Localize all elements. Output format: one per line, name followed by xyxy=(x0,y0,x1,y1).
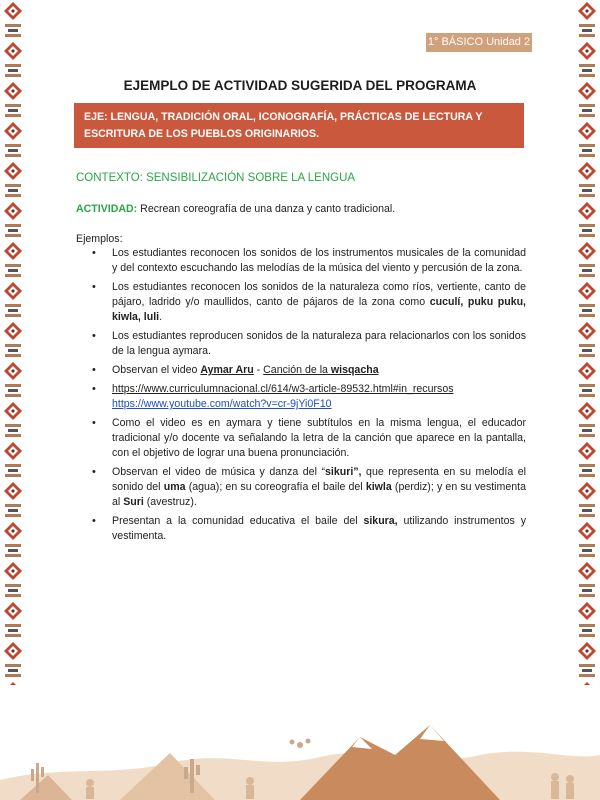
item-bold-text: sikuri”, xyxy=(325,466,362,478)
item-text: Como el video es en aymara y tiene subtítulos en la misma lengua, el educador tradicional y/o docente va señalando la letra de la canción que aparece en la pantalla, con el objetivo de lograr una buena pronunciación. xyxy=(112,417,526,459)
activity-label: ACTIVIDAD: xyxy=(76,203,138,215)
item-bold-text: kiwla xyxy=(365,481,392,493)
youtube-url-link[interactable]: https://www.youtube.com/watch?v=cr-9jYi0F10 xyxy=(112,398,332,410)
list-item xyxy=(76,363,526,378)
grade-unit-badge: 1° BÁSICO Unidad 2 xyxy=(426,33,532,52)
item-text: (avestruz). xyxy=(143,496,197,508)
list-item xyxy=(76,465,526,510)
item-text: . xyxy=(159,311,163,323)
left-decorative-border xyxy=(2,0,24,712)
curriculum-url-link[interactable]: https://www.curriculumnacional.cl/614/w3-article-89532.html#in_recursos xyxy=(112,383,454,395)
item-bold-text: Suri xyxy=(123,496,144,508)
item-text: Los estudiantes reconocen los sonidos de la naturaleza como ríos, vertiente, canto de pájaro, ladrido y/o maullidos, canto de pájaros de la zona como xyxy=(112,281,526,308)
list-item xyxy=(76,382,526,412)
item-text: - xyxy=(253,364,264,376)
item-text: (perdiz); y en su vestimenta al xyxy=(112,481,526,508)
video-link-subtitle[interactable]: Canción de la xyxy=(263,364,331,376)
list-item xyxy=(76,329,526,359)
video-link-title[interactable]: Aymar Aru xyxy=(200,364,254,376)
list-item xyxy=(76,514,526,544)
item-text: Observan el video xyxy=(112,364,201,376)
page-title: EJEMPLO DE ACTIVIDAD SUGERIDA DEL PROGRAMA xyxy=(123,78,477,93)
item-text: utilizando instrumentos y vestimenta. xyxy=(112,515,526,542)
item-text: Presentan a la comunidad educativa el baile del xyxy=(112,515,364,527)
item-text: Observan el video de música y danza del “ xyxy=(112,466,325,478)
activity-text: Recrean coreografía de una danza y canto tradicional. xyxy=(137,203,396,215)
list-item xyxy=(76,280,526,325)
eje-banner: EJE: LENGUA, TRADICIÓN ORAL, ICONOGRAFÍA, PRÁCTICAS DE LECTURA Y ESCRITURA DE LOS PUEBLOS ORIGINARIOS. xyxy=(74,103,524,148)
activity-line xyxy=(76,203,395,215)
footer-landscape-illustration xyxy=(0,685,600,800)
item-bold-text: sikura, xyxy=(363,515,398,527)
item-bold-text: uma xyxy=(163,481,186,493)
item-text: Los estudiantes reconocen los sonidos de los instrumentos musicales de la comunidad y del contexto escuchando las melodías de la música del viento y percusión de la zona. xyxy=(112,247,526,274)
list-item xyxy=(76,246,526,276)
item-text: Los estudiantes reproducen sonidos de la naturaleza para relacionarlos con los sonidos de la lengua aymara. xyxy=(112,330,526,357)
list-item xyxy=(76,416,526,461)
item-text: (agua); en su coreografía el baile del xyxy=(185,481,366,493)
video-link-word[interactable]: wisqacha xyxy=(330,364,379,376)
examples-list xyxy=(76,246,526,548)
context-heading: CONTEXTO: SENSIBILIZACIÓN SOBRE LA LENGUA xyxy=(76,172,356,184)
item-text: que representa en su melodía el sonido del xyxy=(112,466,526,493)
examples-label: Ejemplos: xyxy=(76,233,123,245)
right-decorative-border xyxy=(576,0,598,712)
item-bold-text: cuculí, puku puku, kiwla, luli xyxy=(112,296,526,323)
